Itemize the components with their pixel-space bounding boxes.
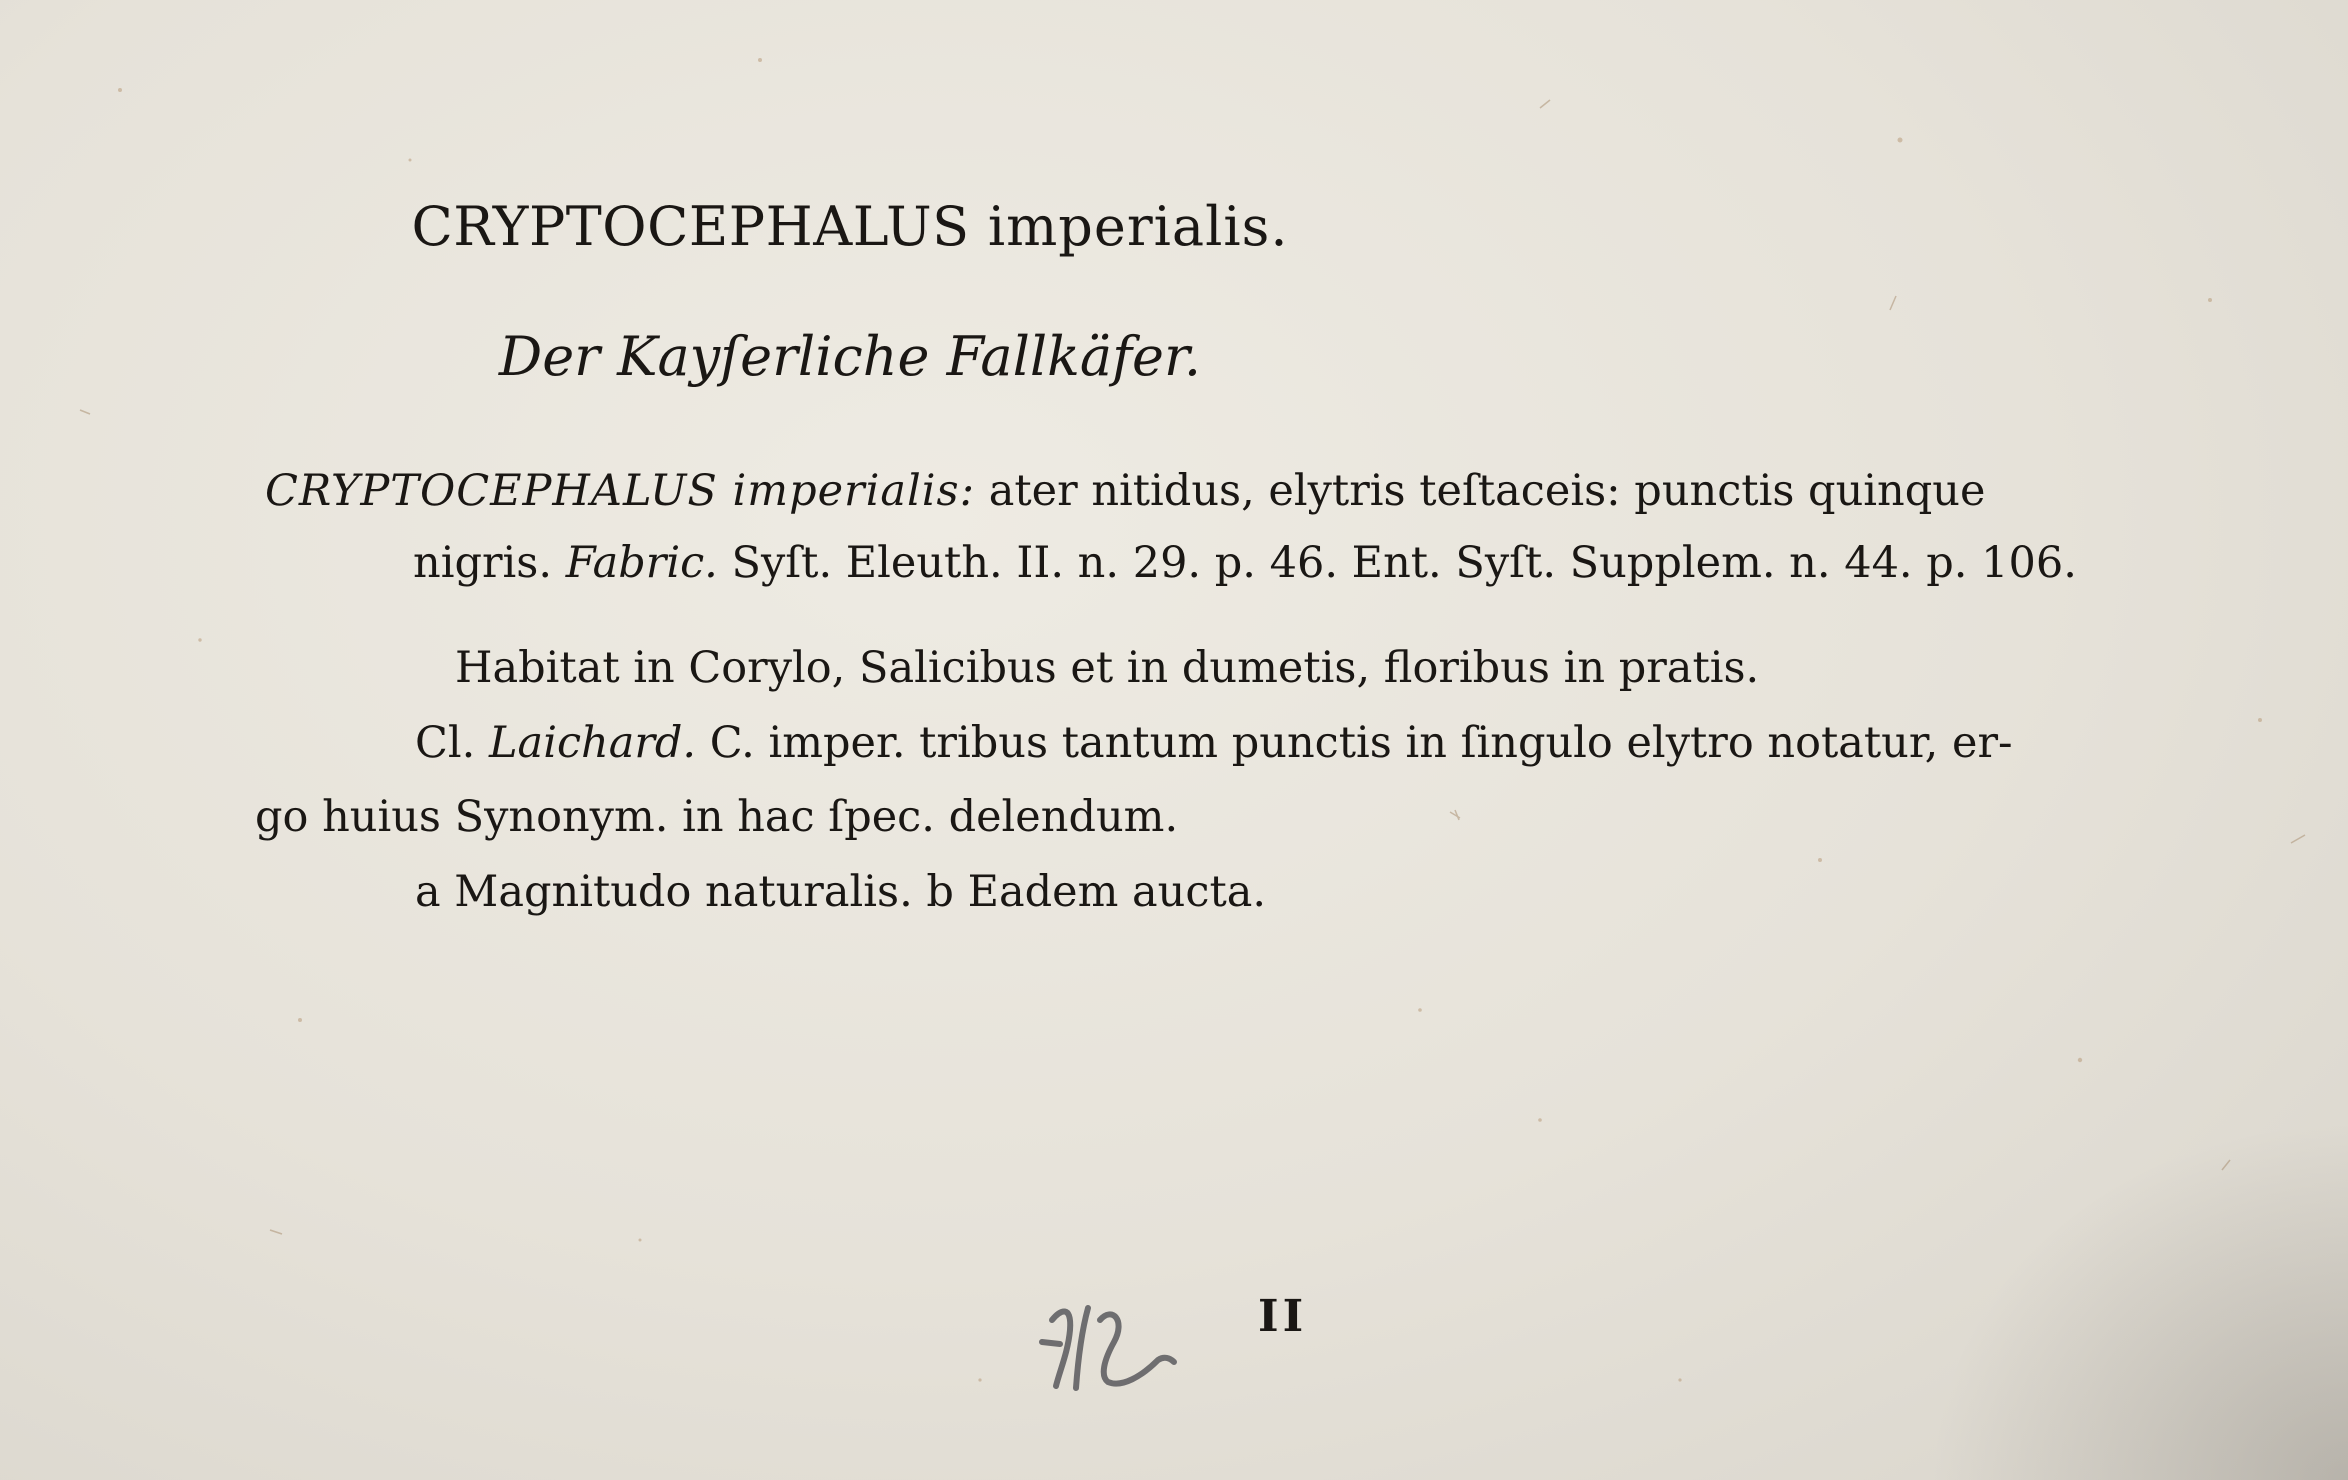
- entry-species-name: CRYPTOCEPHALUS imperialis:: [265, 466, 976, 516]
- title-species: imperialis.: [987, 195, 1289, 258]
- title-genus: CRYPTOCEPHALUS: [411, 195, 970, 258]
- synonym-note: [255, 706, 2215, 854]
- entry-description: ater nitidus, elytris teſtaceis: punctis quinque: [975, 466, 1986, 516]
- page-title: [0, 195, 1700, 258]
- page-number: II: [1258, 1291, 1308, 1342]
- entry-line-1: [265, 455, 2205, 527]
- page-shadow: [1928, 1120, 2348, 1480]
- note-text: C. imper. tribus tantum punctis in ſingulo elytro notatur, er-: [696, 718, 2013, 768]
- note-author: Laichard.: [489, 718, 697, 768]
- entry-author: Fabric.: [565, 538, 718, 588]
- note-line-2: go huius Synonym. in hac ſpec. delendum.: [255, 792, 1179, 842]
- entry-description-end: nigris.: [413, 538, 566, 588]
- german-name: Der Kayſerliche Fallkäfer.: [498, 325, 1202, 388]
- pencil-annotation: [1030, 1290, 1180, 1400]
- habitat-text: Habitat in Corylo, Salicibus et in dumetis, floribus in pratis.: [455, 643, 1760, 693]
- note-line-1: [255, 706, 2215, 780]
- plate-legend: a Magnitudo naturalis. b Eadem aucta.: [415, 867, 1267, 917]
- note-prefix: Cl.: [415, 718, 489, 768]
- entry-references: Syſt. Eleuth. II. n. 29. p. 46. Ent. Syſt. Supplem. n. 44. p. 106.: [717, 538, 2077, 588]
- entry-line-2: [265, 527, 2205, 599]
- species-entry: [265, 455, 2205, 599]
